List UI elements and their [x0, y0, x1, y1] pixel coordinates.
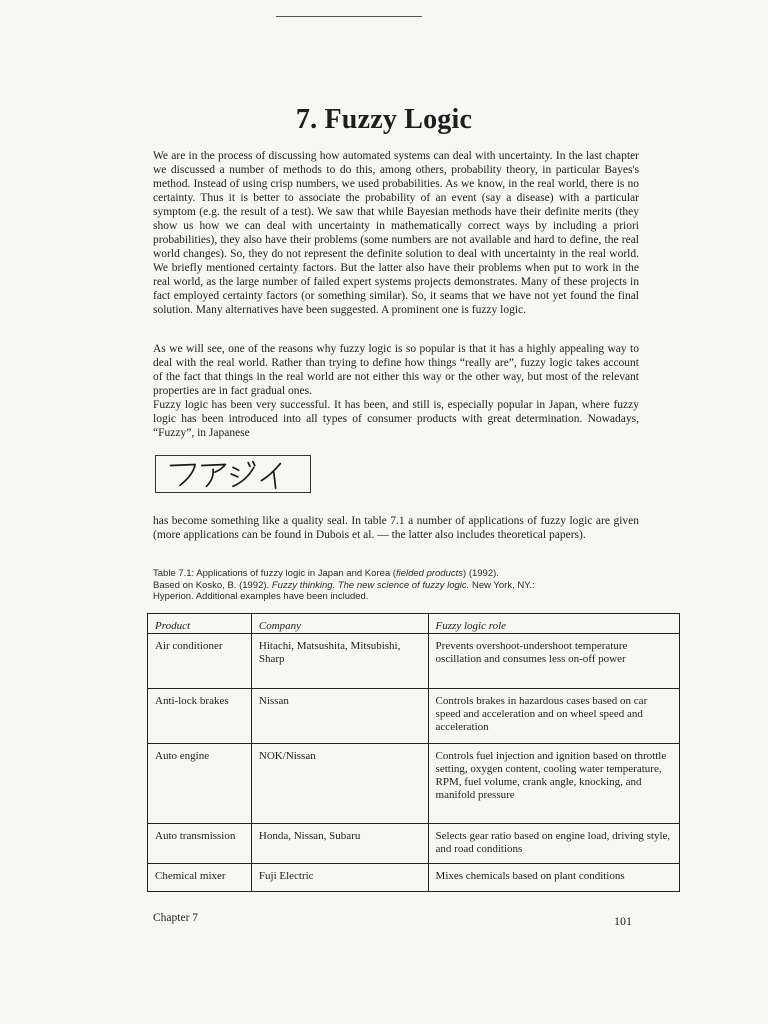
cell-role: Mixes chemicals based on plant conditions	[428, 864, 679, 892]
caption-line2-a: Based on Kosko, B. (1992).	[153, 579, 272, 591]
table-header-row	[148, 614, 680, 634]
header-product: Product	[148, 614, 252, 634]
cell-product: Chemical mixer	[148, 864, 252, 892]
table-row	[148, 864, 680, 892]
cell-product: Auto engine	[148, 744, 252, 824]
caption-line1-b: ) (1992).	[463, 568, 499, 579]
cell-product: Anti-lock brakes	[148, 689, 252, 744]
table-caption	[153, 568, 639, 603]
cell-role: Controls fuel injection and ignition based on throttle setting, oxygen content, cooling water temperature, RPM, fuel volume, crank angle, knocking, and manifold pressure	[428, 744, 679, 824]
cell-product: Auto transmission	[148, 824, 252, 864]
fuzzy-katakana-seal	[155, 455, 311, 493]
page-number: 101	[614, 914, 632, 928]
footer-chapter: Chapter 7	[153, 912, 199, 924]
cell-role: Selects gear ratio based on engine load, driving style, and road conditions	[428, 824, 679, 864]
cell-company: Fuji Electric	[251, 864, 428, 892]
caption-line3: Hyperion. Additional examples have been included.	[153, 591, 369, 602]
chapter-title: 7. Fuzzy Logic	[295, 104, 473, 135]
table-row	[148, 824, 680, 864]
paragraph-intro: We are in the process of discussing how automated systems can deal with uncertainty. In the last chapter we discussed a number of methods to do this, among others, probability theory, in particular Bayes's method. Instead of using crisp numbers, we used probabilities. As we know, in the real world, there is no certainty. Thus it is better to associate the probability of an event (say a disease) with a particular symptom (e.g. the result of a test). We saw that while Bayesian methods have their definite merits (they show us how we can deal with uncertainty in mathematically correct ways by including a priori probabilities), they also have their problems (some numbers are not available and hard to define, the real world changes). So, they do not represent the definite solution to deal with uncertainty in the real world. We briefly mentioned certainty factors. But the latter also have their problems when put to work in the real world, as the large number of failed expert systems projects demonstrates. Many of these projects in fact employed certainty factors (or something similar). So, it seams that we have not yet found the final solution. Many alternatives have been suggested. A prominent one is fuzzy logic.	[153, 150, 639, 316]
header-fuzzy-logic-role: Fuzzy logic role	[428, 614, 679, 634]
applications-table	[147, 613, 680, 892]
caption-line2-italic: Fuzzy thinking. The new science of fuzzy logic.	[271, 579, 470, 591]
paragraph-appeal: As we will see, one of the reasons why fuzzy logic is so popular is that it has a highly appealing way to deal with the real world. Rather than trying to define how things “really are”, fuzzy logic takes account of the fact that things in the real world are not either this way or the other way, but most of the relevant properties are in fact gradual ones.	[153, 343, 639, 397]
caption-line1-italic: fielded products	[395, 568, 464, 579]
cell-company: Honda, Nissan, Subaru	[251, 824, 428, 864]
cell-role: Controls brakes in hazardous cases based on car speed and acceleration and on wheel speed and acceleration	[428, 689, 679, 744]
paragraph-quality-seal: has become something like a quality seal. In table 7.1 a number of applications of fuzzy logic are given (more applications can be found in Dubois et al. — the latter also includes theoretical papers).	[153, 515, 639, 541]
cell-product: Air conditioner	[148, 634, 252, 689]
table-row	[148, 634, 680, 689]
header-company: Company	[251, 614, 428, 634]
cell-company: Nissan	[251, 689, 428, 744]
top-rule	[276, 16, 422, 17]
cell-company: NOK/Nissan	[251, 744, 428, 824]
cell-role: Prevents overshoot-undershoot temperature oscillation and consumes less on-off power	[428, 634, 679, 689]
caption-line2-b: New York, NY.:	[469, 579, 535, 591]
katakana-handwriting-icon	[156, 456, 310, 492]
cell-company: Hitachi, Matsushita, Mitsubishi, Sharp	[251, 634, 428, 689]
paragraph-japan: Fuzzy logic has been very successful. It has been, and still is, especially popular in Japan, where fuzzy logic has been introduced into all types of consumer products with great determination. Nowadays, “Fuzzy”, in Japanese	[153, 399, 639, 439]
table-row	[148, 689, 680, 744]
caption-line1-a: Table 7.1: Applications of fuzzy logic in Japan and Korea (	[153, 568, 396, 579]
table-row	[148, 744, 680, 824]
